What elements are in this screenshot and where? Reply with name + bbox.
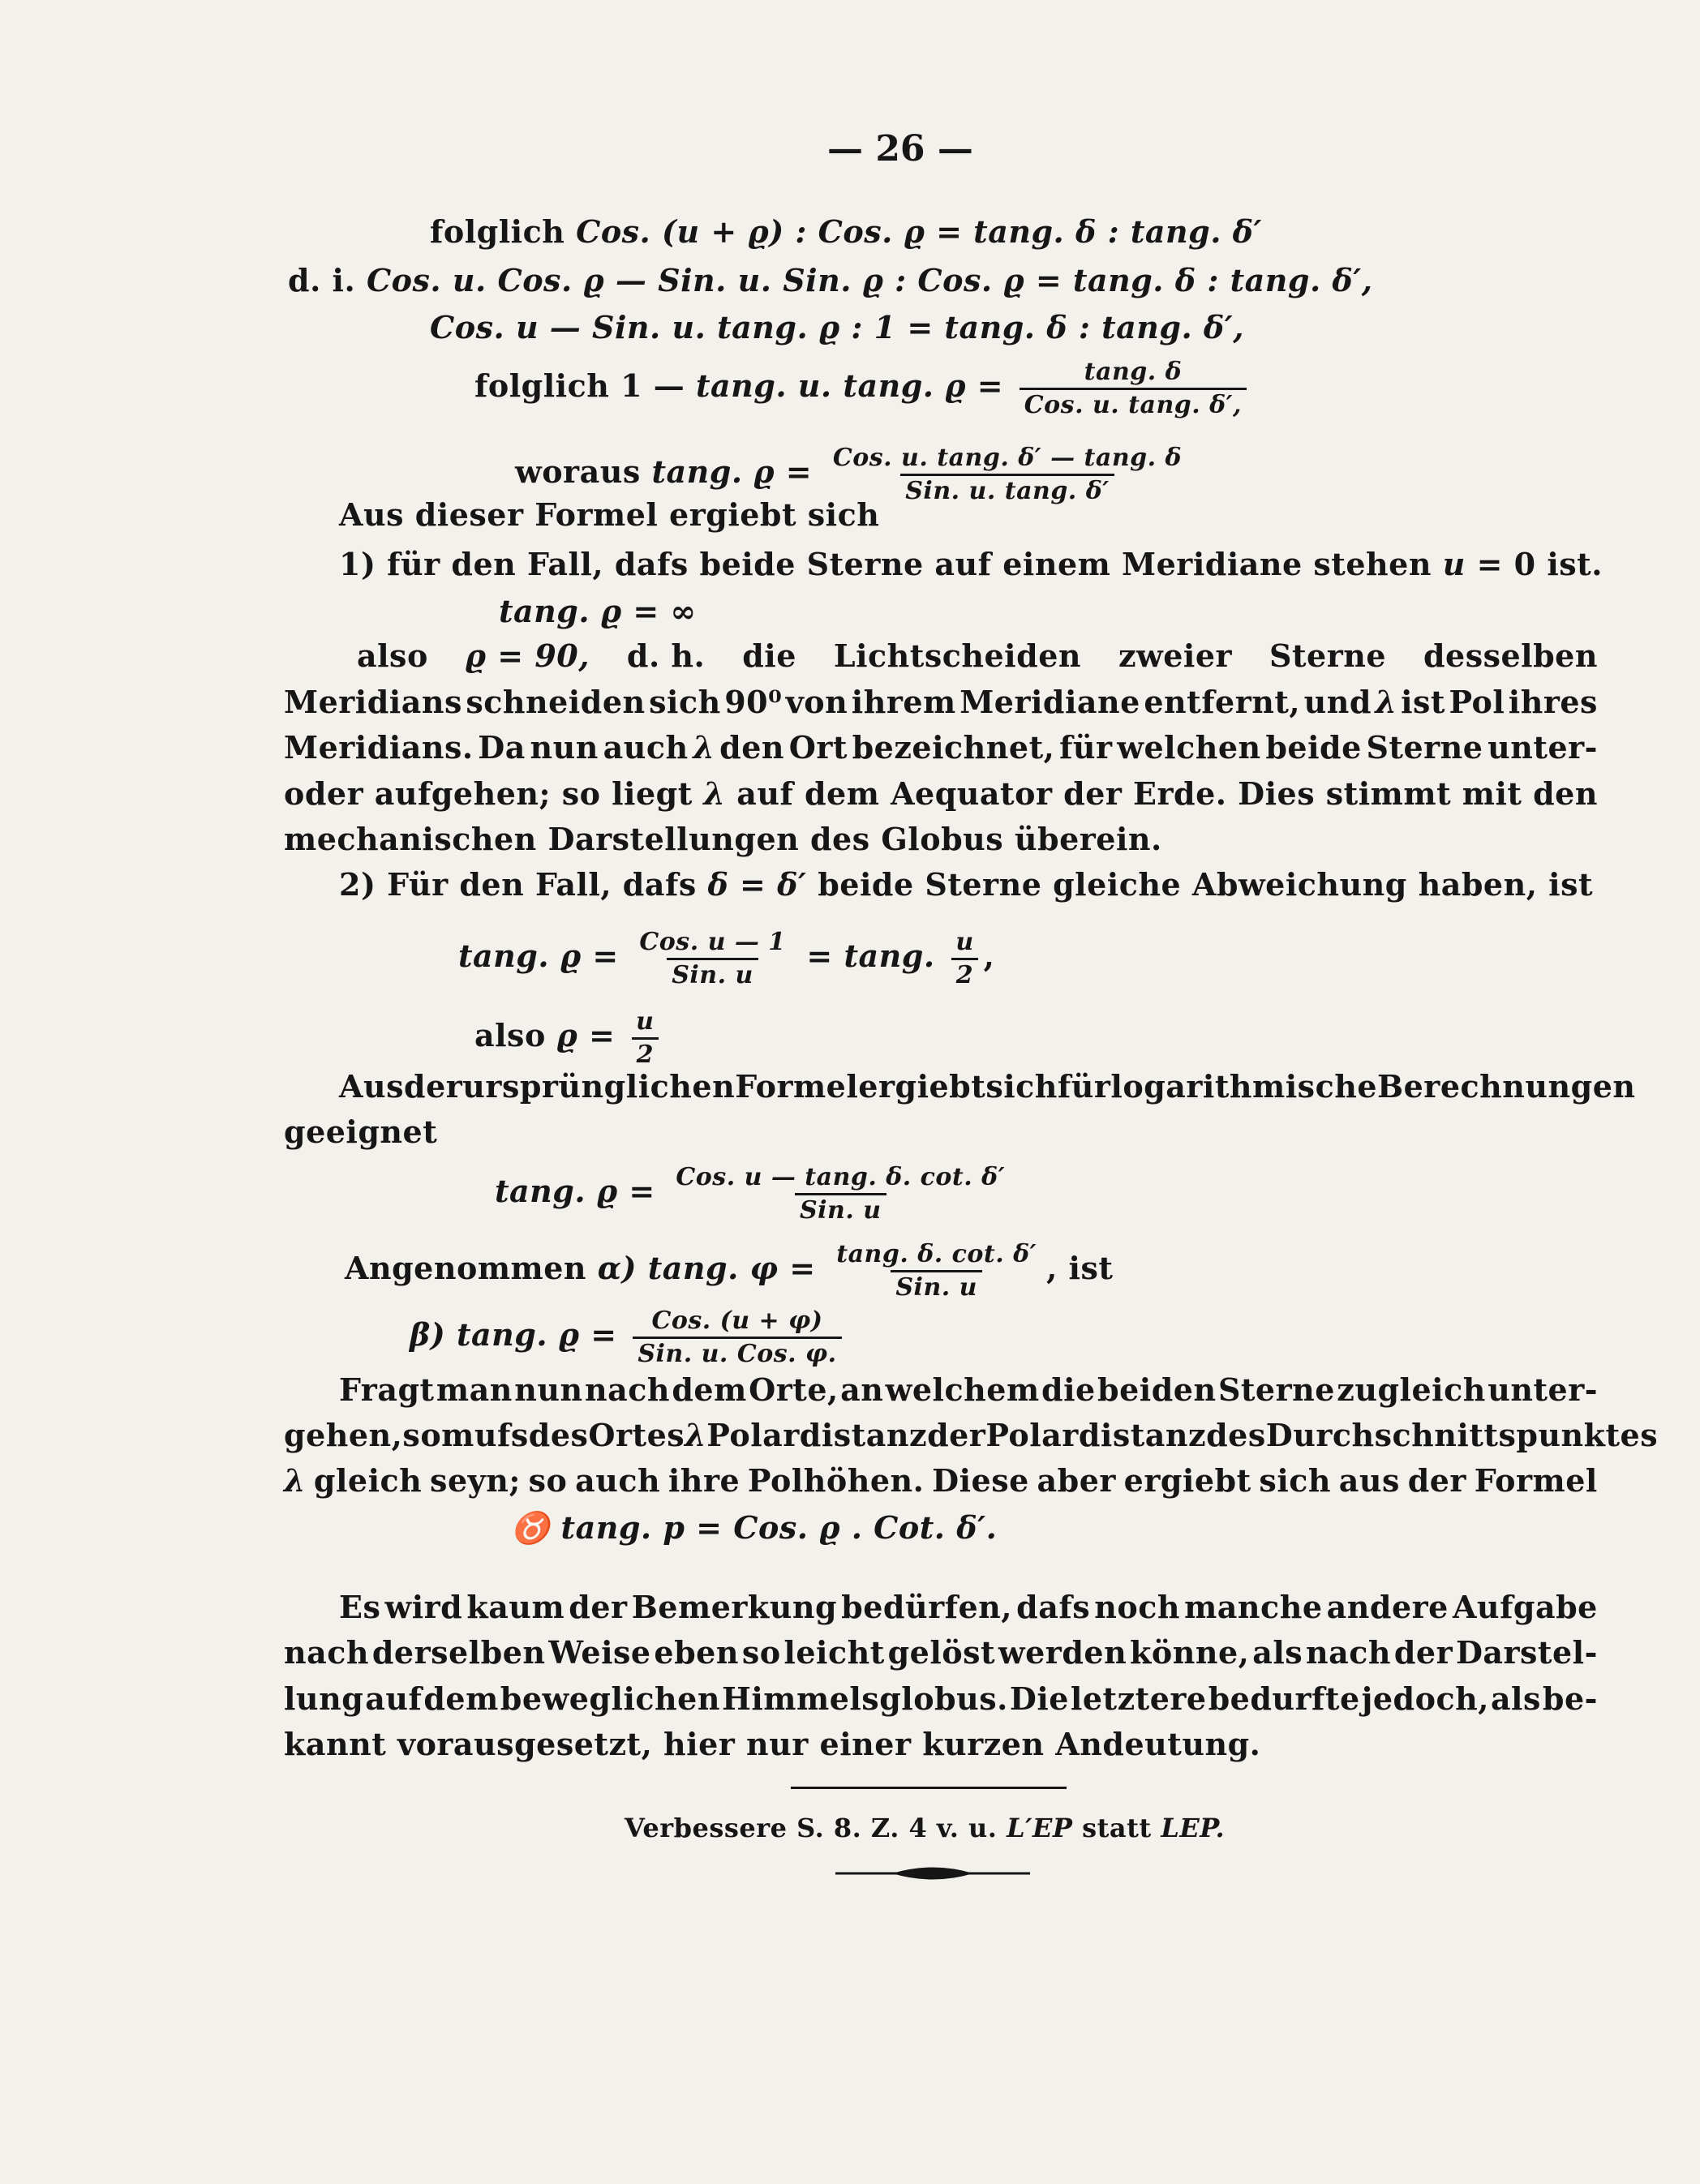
text-line-6: Aus dieser Formel ergiebt sich [339,496,880,533]
fraction: $\frac{\text{Cos. u. tang. δ′ — tang. δ}}{\text{Sin. u. tang. δ′}}$ [832,444,1183,505]
text-line-29: kannt vorausgesetzt, hier nur einer kurzen Andeutung. [284,1726,1261,1762]
text-line-10: Meridians schneiden sich 90⁰ von ihrem Meridiane entfernt, und λ ist Pol ihres [284,684,1598,720]
text-line-28: lung auf dem beweglichen Himmelsglobus. Die letztere bedurfte jedoch, als be- [284,1680,1598,1717]
fraction: $\frac{u}{2}$ [631,1008,659,1069]
fraction: $\frac{\text{Cos. (u + φ)}}{\text{Sin. u. Cos. φ.}}$ [633,1307,841,1368]
equation-line-8: tang. ϱ = ∞ [499,593,697,629]
separator-rule [791,1787,1067,1789]
equation-line-2: d. i. Cos. u. Cos. ϱ — Sin. u. Sin. ϱ : Cos. ϱ = tang. δ : tang. δ′, [288,262,1373,298]
fraction: $\frac{\tan g. \delta}{\text{Cos. u. tang. δ′,}}$ [1020,358,1247,419]
equation-line-3: Cos. u — Sin. u. tang. ϱ : 1 = tang. δ : tang. δ′, [430,309,1245,345]
text-line-17: Aus der ursprünglichen Formel ergiebt sich für logarithmische Berechnungen [339,1068,1636,1105]
text-line-12: oder aufgehen; so liegt λ auf dem Aequator der Erde. Dies stimmt mit den [284,775,1598,812]
page-number: — 26 — [827,128,973,169]
text-line-22: Fragt man nun nach dem Orte, an welchem die beiden Sterne zugleich unter- [339,1371,1598,1408]
text-line-11: Meridians. Da nun auch λ den Ort bezeichnet, für welchen beide Sterne unter- [284,729,1598,766]
equation-line-20: Angenommen α) tang. φ = $\frac{\tan g. \delta. \cot. \delta'}{\text{Sin. u}}$ , ist [345,1240,1114,1302]
erratum-note: Verbessere S. 8. Z. 4 v. u. L′EP statt LEP. [625,1813,1226,1843]
text-line-18: geeignet [284,1113,438,1150]
equation-line-1: folglich Cos. (u + ϱ) : Cos. ϱ = tang. δ : tang. δ′ [430,213,1263,250]
fraction: $\frac{u}{2}$ [951,929,978,989]
fraction: $\frac{\text{Cos. u — 1}}{\text{Sin. u}}$ [639,928,786,989]
equation-line-25: ♉ tang. p = Cos. ϱ . Cot. δ′. [511,1509,998,1546]
text-line-9: also ϱ = 90, d. h. die Lichtscheiden zweier Sterne desselben [357,637,1598,674]
equation-line-16: also ϱ = $\frac{u}{2}$ [474,1008,663,1069]
equation-line-5: woraus tang. ϱ = $\frac{\text{Cos. u. tang. δ′ — tang. δ}}{\text{Sin. u. tang. δ′}}$ [515,444,1191,505]
equation-line-19: tang. ϱ = $\frac{\text{Cos. u — tang. δ. cot. δ′}}{\text{Sin. u}}$ [495,1164,1015,1225]
text-line-24: λ gleich seyn; so auch ihre Polhöhen. Diese aber ergiebt sich aus der Formel [284,1462,1598,1499]
text-line-13: mechanischen Darstellungen des Globus überein. [284,821,1162,857]
fraction: $\frac{\tan g. \delta. \cot. \delta'}{\text{Sin. u}}$ [836,1240,1037,1302]
fraction: $\frac{\text{Cos. u — tang. δ. cot. δ′}}{\text{Sin. u}}$ [676,1163,1006,1225]
text-line-7: 1) für den Fall, dafs beide Sterne auf einem Meridiane stehen u = 0 ist. [339,546,1603,582]
text-line-27: nach derselben Weise eben so leicht gelöst werden könne, als nach der Darstel- [284,1634,1598,1671]
equation-line-21: β) tang. ϱ = $\frac{\text{Cos. (u + φ)}}{\text{Sin. u. Cos. φ.}}$ [410,1307,847,1368]
equation-line-4: folglich 1 — tang. u. tang. ϱ = $\frac{\tan g. \delta}{\text{Cos. u. tang. δ′,}}$ [474,358,1251,419]
text-line-23: gehen, so mufs des Ortes λ Polardistanz der Polardistanz des Durchschnittspunktes [284,1417,1659,1453]
text-line-26: Es wird kaum der Bemerkung bedürfen, dafs noch manche andere Aufgabe [339,1589,1598,1625]
equation-line-15: tang. ϱ = $\frac{\text{Cos. u — 1}}{\text{Sin. u}}$ = tang. $\frac{u}{2}$ , [458,928,995,989]
text-line-14: 2) Für den Fall, dafs δ = δ′ beide Sterne gleiche Abweichung haben, ist [339,866,1594,903]
end-ornament-icon [835,1861,1030,1886]
